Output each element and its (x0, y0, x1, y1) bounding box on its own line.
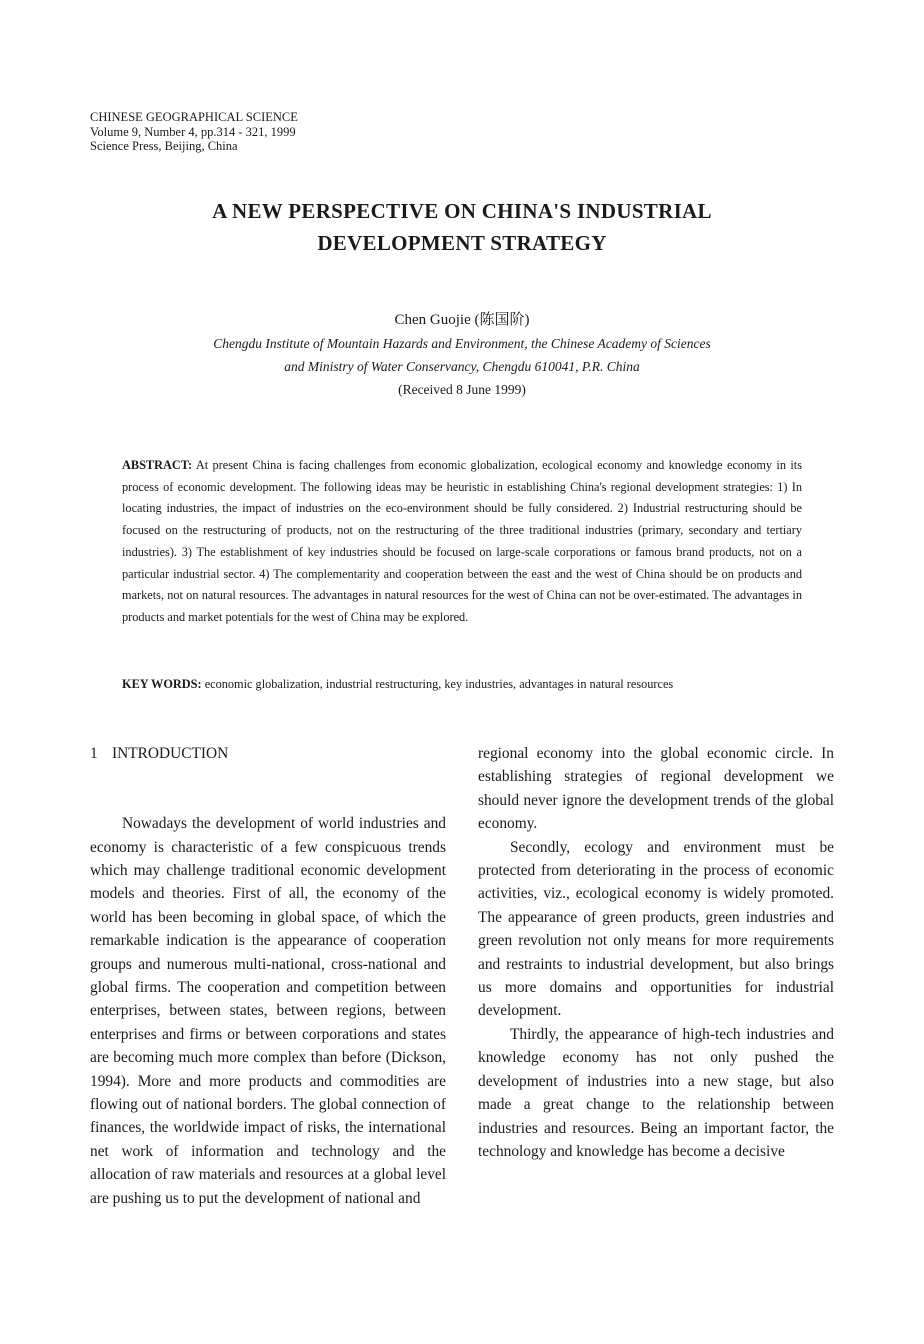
keywords (122, 675, 822, 693)
section-heading (90, 742, 446, 765)
affiliation-line-1: Chengdu Institute of Mountain Hazards and Environment, the Chinese Academy of Sciences (213, 336, 711, 351)
paper-title-line-1: A NEW PERSPECTIVE ON CHINA'S INDUSTRIAL (212, 199, 712, 223)
received-date: (Received 8 June 1999) (398, 382, 526, 397)
journal-volume: Volume 9, Number 4, pp.314 - 321, 1999 (90, 124, 296, 139)
intro-paragraph-2: Secondly, ecology and environment must be protected from deteriorating in the process of economic activities, viz., ecological economy is widely promoted. The appearance of green products, green industries and green revolution not only means for more requirements and restraints to industrial development, but also brings us more domains and opportunities for industrial development. (478, 838, 834, 1020)
author-block (0, 309, 924, 401)
journal-name: CHINESE GEOGRAPHICAL SCIENCE (90, 110, 298, 124)
keywords-text: economic globalization, industrial restructuring, key industries, advantages in natural resources (204, 677, 674, 691)
body-column-right (478, 742, 834, 1163)
section-number: 1 (90, 745, 98, 762)
intro-paragraph-1-continued: regional economy into the global economic circle. In establishing strategies of regional development we should never ignore the development trends of the global economy. (478, 745, 834, 833)
intro-paragraph-3: Thirdly, the appearance of high-tech industries and knowledge economy has not only pushed the development of industries into a new stage, but also made a great change to the relationship between industries and resources. Being an important factor, the technology and knowledge has become a decisive (478, 1025, 834, 1160)
author-name: Chen Guojie (陈国阶) (394, 312, 530, 328)
paper-title (0, 195, 924, 259)
journal-header (90, 110, 298, 154)
journal-publisher: Science Press, Beijing, China (90, 139, 238, 153)
abstract (122, 455, 802, 629)
paper-title-line-2: DEVELOPMENT STRATEGY (317, 231, 607, 255)
keywords-label: KEY WORDS: (122, 677, 202, 691)
body-column-left (90, 742, 446, 1210)
abstract-label: ABSTRACT: (122, 458, 193, 472)
affiliation-line-2: and Ministry of Water Conservancy, Chengdu 610041, P.R. China (284, 359, 640, 374)
intro-paragraph-1: Nowadays the development of world industries and economy is characteristic of a few conspicuous trends which may challenge traditional economic development models and theories. First of all, the economy of the world has been becoming in global space, of which the remarkable indication is the appearance of cooperation groups and numerous multi-national, cross-national and global firms. The cooperation and competition between enterprises, between states, between regions, between enterprises and firms or between corporations and states are becoming much more complex than before (Dickson, 1994). More and more products and commodities are flowing out of national borders. The global connection of finances, the worldwide impact of risks, the international net work of information and technology and the allocation of raw materials and resources at a global level are pushing us to put the development of national and (90, 815, 446, 1207)
section-title: INTRODUCTION (112, 745, 229, 762)
abstract-text: At present China is facing challenges from economic globalization, ecological economy and knowledge economy in its process of economic development. The following ideas may be heuristic in establishing China's regional development strategies: 1) In locating industries, the impact of industries on the eco-environment should be fully considered. 2) Industrial restructuring should be focused on the restructuring of products, not on the restructuring of the three traditional industries (primary, secondary and tertiary industries). 3) The establishment of key industries should be focused on large-scale corporations or famous brand products, not on a particular industrial sector. 4) The complementarity and cooperation between the east and the west of China should be on products and markets, not on natural resources. The advantages in natural resources for the west of China can not be over-estimated. The advantages in products and market potentials for the west of China may be explored. (122, 458, 802, 624)
